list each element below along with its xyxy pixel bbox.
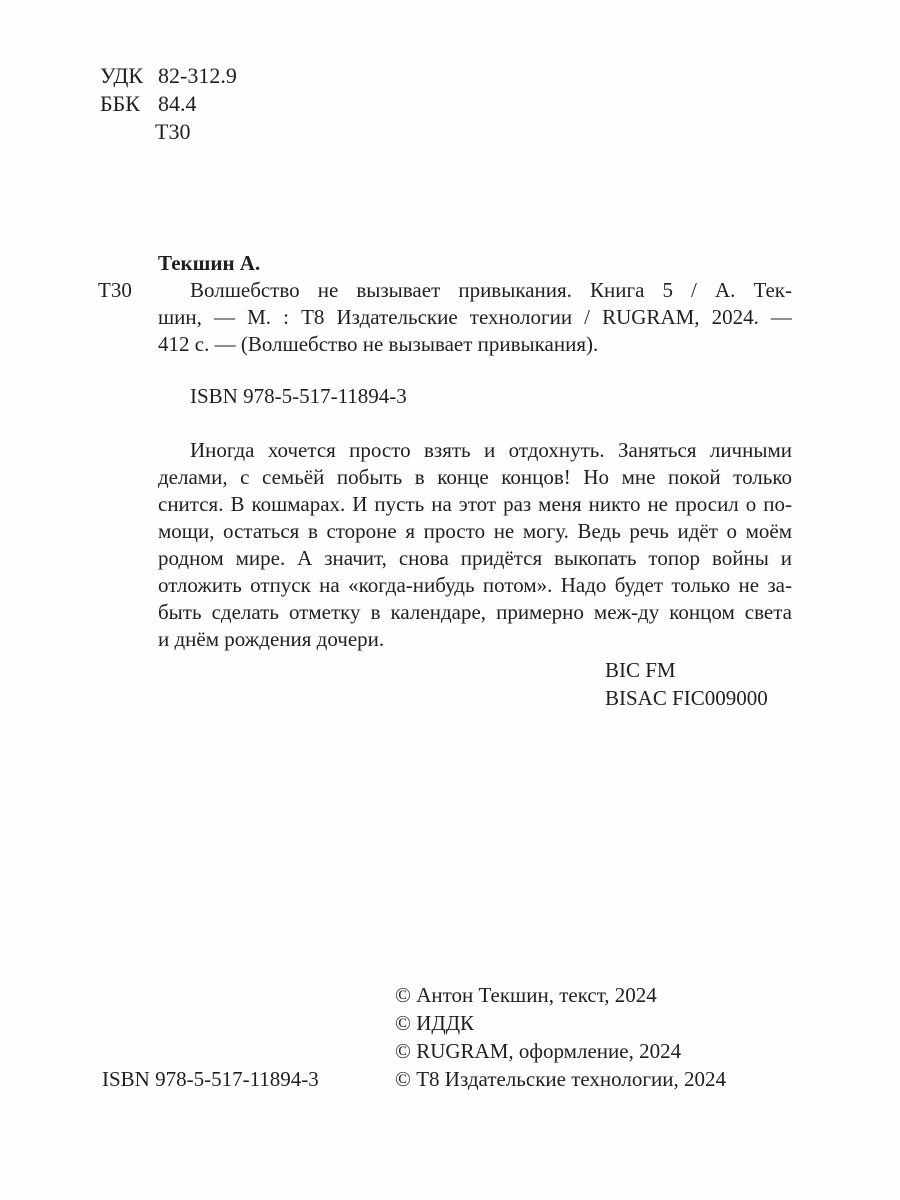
trade-codes-block	[605, 656, 768, 712]
isbn-statement: ISBN 978-5-517-11894-3	[190, 384, 407, 408]
author-sign-code: Т30	[155, 119, 191, 144]
bbk-value: 84.4	[158, 91, 197, 116]
bic-code: BIC FM	[605, 658, 676, 682]
bbk-label: ББК	[100, 91, 140, 116]
annotation-line: быть сделать отметку в календаре, примерно меж-ду концом света	[158, 600, 792, 624]
annotation-line: и днём рождения дочери.	[158, 627, 385, 651]
annotation-line: отложить отпуск на «когда-нибудь потом». Надо будет только не за-	[158, 573, 792, 597]
udk-label: УДК	[100, 63, 144, 88]
annotation-line: родном мире. А значит, снова придётся выкопать топор войны и	[158, 546, 792, 570]
catalog-card	[98, 250, 792, 358]
card-line: шин, — М. : Т8 Издательские технологии / RUGRAM, 2024. —	[158, 305, 792, 329]
annotation-line: Иногда хочется просто взять и отдохнуть. Заняться личными	[190, 438, 792, 462]
card-body	[98, 277, 792, 358]
annotation-line: делами, с семьёй побыть в конце концов! Но мне покой только	[158, 465, 792, 489]
copyright-line: © RUGRAM, оформление, 2024	[395, 1039, 682, 1063]
author-sign-row	[155, 118, 190, 146]
card-line: Волшебство не вызывает привыкания. Книга 5 / А. Тек-	[190, 278, 792, 302]
bisac-code: BISAC FIC009000	[605, 686, 768, 710]
annotation-line: снится. В кошмарах. И пусть на этот раз меня никто не просил о по-	[158, 492, 792, 516]
footer-isbn: ISBN 978-5-517-11894-3	[102, 1067, 319, 1091]
card-line: 412 с. — (Волшебство не вызывает привыкания).	[158, 332, 599, 356]
udk-row	[100, 62, 237, 90]
bbk-row	[100, 90, 197, 118]
card-author-heading: Текшин А.	[158, 251, 261, 275]
card-entry-code: Т30	[98, 278, 132, 302]
copyright-line: © Антон Текшин, текст, 2024	[395, 983, 657, 1007]
copyright-list	[395, 981, 726, 1093]
udk-value: 82-312.9	[158, 63, 237, 88]
copyright-line: © Т8 Издательские технологии, 2024	[395, 1067, 726, 1091]
annotation-block	[158, 437, 792, 653]
annotation-line: мощи, остаться в стороне я просто не могу. Ведь речь идёт о моём	[158, 519, 792, 543]
copyright-line: © ИДДК	[395, 1011, 475, 1035]
